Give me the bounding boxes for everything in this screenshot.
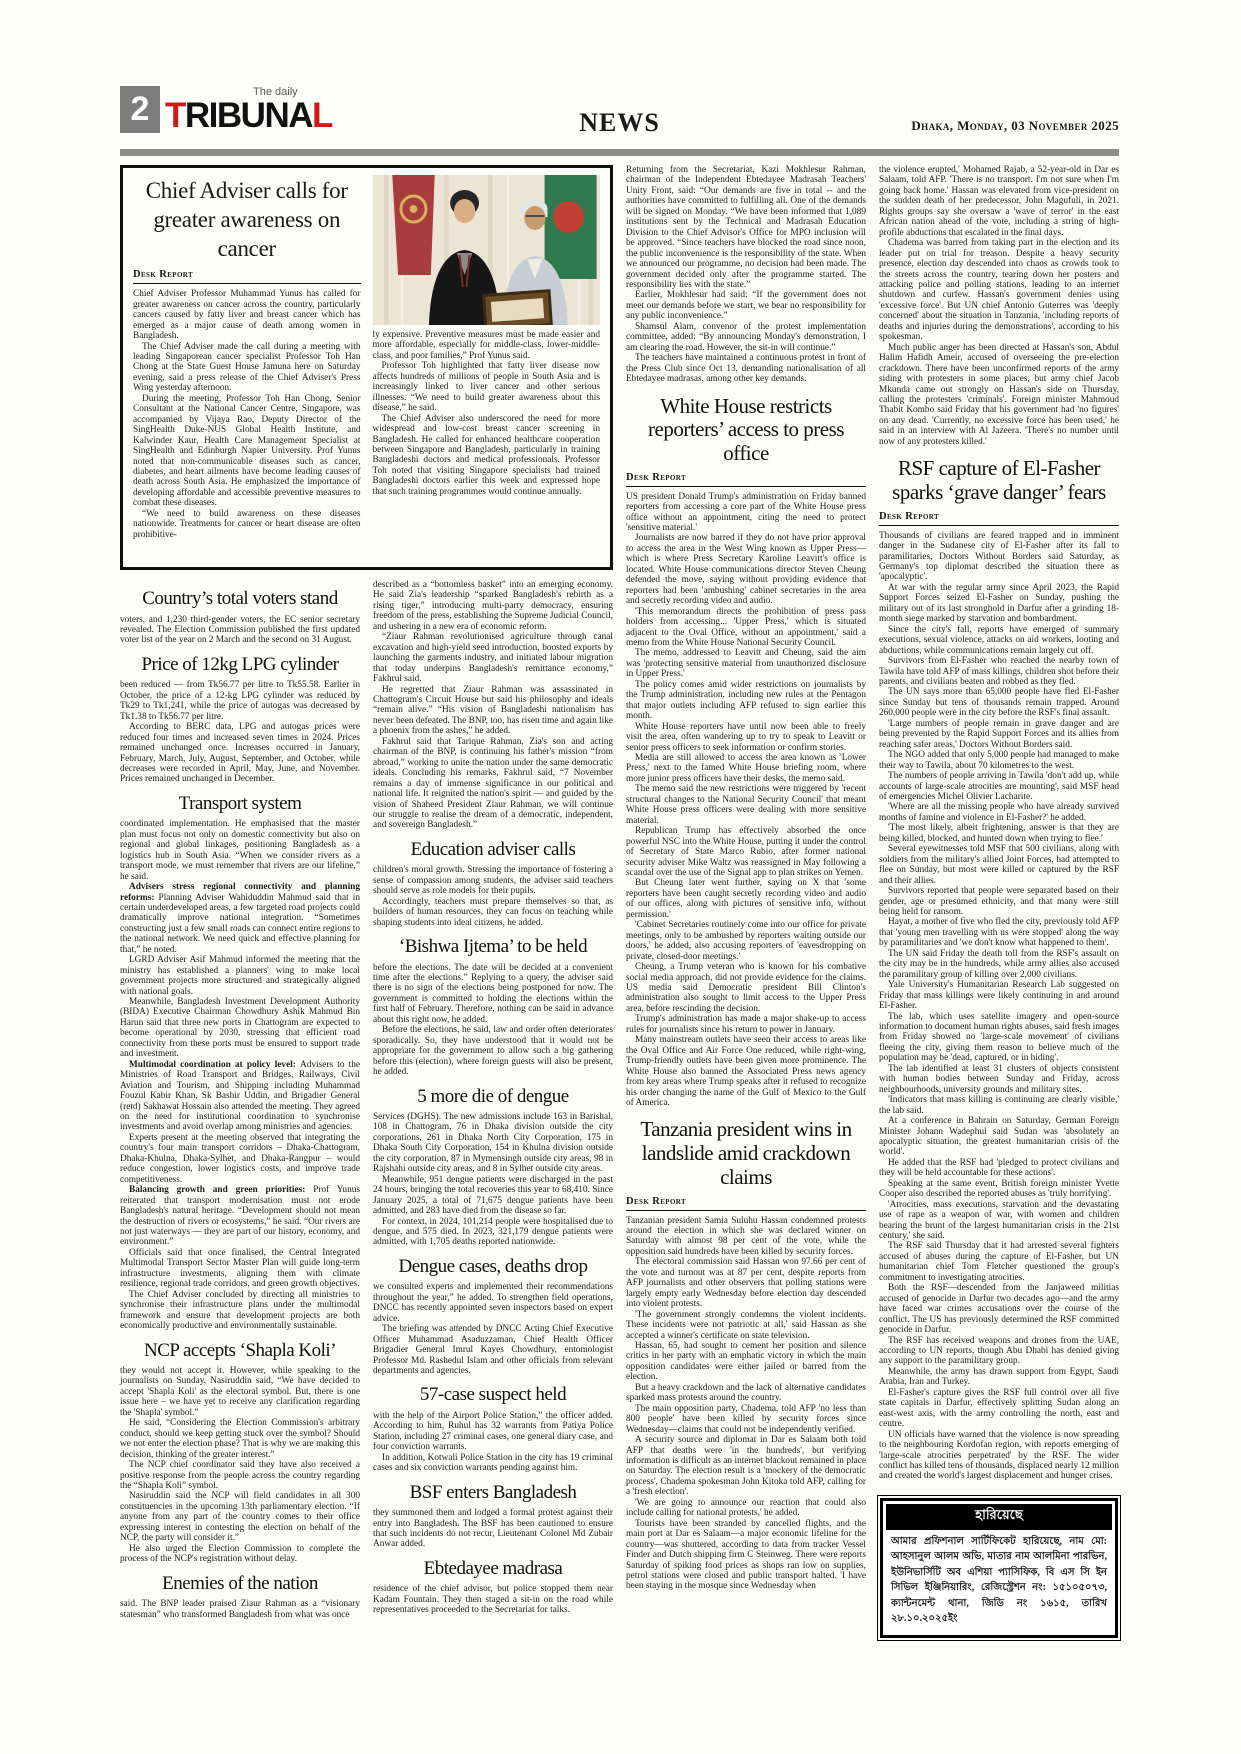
article-paragraph: Accordingly, teachers must prepare themselves so that, as builders of human resources, they can focus on teaching while shaping students into ideal citizens, he added. [373, 896, 613, 928]
article-headline: Enemies of the nation [162, 1572, 318, 1594]
article-paragraph: Many mainstream outlets have seen their access to areas like the Oval Office and Air Force One reduced, while right-wing, Trump-friendly outlets have been given more prominence. The White House also banned the Associated Press news agency from key areas where Trump speaks after it refused to recognize his order changing the name of the Gulf of Mexico to the Gulf of America. [626, 1035, 866, 1108]
article-byline: Desk Report [879, 511, 1119, 526]
article-paragraph: The lab, which uses satellite imagery and open-source information to document human rights abuses, said fresh images from Friday showed no 'large-scale movement' of civilians fleeing the city, giving them reason to believe much of the population may be 'dead, captured, or in hiding'. [879, 1011, 1119, 1064]
article-paragraph: Shamsul Alam, convenor of the protest implementation committee, added: “By announcing Monday's demonstration, I am clearing the road. However, the sit-in will continue.” [626, 321, 866, 353]
article-paragraph: El-Fasher's capture gives the RSF full control over all five state capitals in Darfur, effectively splitting Sudan along an east-west axis, with the army controlling the north, east and centre. [879, 1387, 1119, 1430]
article-paragraph: The lab identified at least 31 clusters of objects consistent with human bodies between Sunday and Friday, across neighbourhoods, university grounds and military sites. [879, 1063, 1119, 1095]
article [626, 1118, 866, 1591]
lead-headline: Chief Adviser calls for greater awareness on cancer [145, 178, 348, 261]
article-paragraph: Chief Adviser Professor Muhammad Yunus has called for greater awareness on cancer across the country, particularly cancers caused by fatty liver and breast cancer which has emerged as a major cause of death among women in Bangladesh. [133, 289, 361, 342]
article-paragraph: The briefing was attended by DNCC Acting Chief Executive Officer Muhammad Asaduzzaman, Chief Health Officer Brigadier General Imrul Kayes Chowdhury, entomologist Professor Md. Rashedul Islam and other officials from relevant departments and agencies. [373, 1324, 613, 1376]
article-headline: Tanzania president wins in landslide amid crackdown claims [640, 1117, 852, 1189]
article-paragraph: before the elections. The date will be decided at a convenient time after the elections.” Replying to a query, the adviser said there is no sign of the elections being postponed for now. The government is committed to holding the elections within the first half of February. Therefore, nothing can be said in advance about this right now, he added. [373, 962, 613, 1025]
article [120, 588, 360, 646]
article-paragraph: voters, and 1,230 third-gender voters, the EC senior secretary revealed. The Election Commission published the first updated voter list of the year on 2 March and the second on 31 August. [120, 614, 360, 646]
article-paragraph: Balancing growth and green priorities: Prof Yunus reiterated that transport modernisation must not erode Bangladesh's natural heritage. “Development should not mean the destruction of rivers or ecosystems,” he said. “Our rivers are not just waterways — they are part of our history, economy, and environment.” [120, 1185, 360, 1248]
article-paragraph: Earlier, Mokhlesur had said: “If the government does not meet our demands before we start, we bear no responsibility for any public inconvenience.” [626, 290, 866, 322]
article-headline: NCP accepts ‘Shapla Koli’ [143, 1339, 337, 1361]
article-paragraph: During the meeting, Professor Toh Han Chong, Senior Consultant at the National Cancer Centre, Singapore, was accompanied by Vijaya Rao, Deputy Director of the SingHealth Duke-NUS Global Health Institute, and Kalwinder Kaur, Health Care Management Specialist at SingHealth and Edinburgh Napier University. Prof Yunus noted that non-communicable diseases such as cancer, diabetes, and heart ailments have become leading causes of death across South Asia. He emphasized the importance of developing affordable and accessible preventive measures to combat these diseases. [133, 393, 361, 509]
article-paragraph: we consulted experts and implemented their recommendations throughout the year,” he added. To strengthen field operations, DNCC has recently appointed seven inspectors based on expert advice. [373, 1282, 613, 1324]
article-paragraph: the violence erupted,' Mohamed Rajab, a 52-year-old in Dar es Salaam, told AFP. 'There is no transport. I'm not sure when I'm going back home.' Hassan was elevated from vice-president on the sudden death of her predecessor, John Magufuli, in 2021. Rights groups say she oversaw a 'wave of terror' in the east African nation ahead of the vote, including a string of high-profile abductions that escalated in the final days. [879, 165, 1119, 238]
article-paragraph: Several eyewitnesses told MSF that 500 civilians, along with soldiers from the military's allied Joint Forces, had attempted to flee on Sunday, but most were killed or captured by the RSF and their allies. [879, 844, 1119, 886]
article-paragraph: US president Donald Trump's administration on Friday banned reporters from accessing a core part of the White House press office without an appointment, citing the need to protect 'sensitive material.' [626, 491, 866, 534]
article-paragraph: children's moral growth. Stressing the importance of fostering a sense of compassion among students, the adviser said teachers should serve as role models for their pupils. [373, 865, 613, 897]
article-paragraph: The policy comes amid wider restrictions on journalists by the Trump administration, including new rules at the Pentagon that major outlets including AFP refused to sign earlier this month. [626, 679, 866, 722]
article-paragraph: The UN says more than 65,000 people have fled El-Fasher since Sunday but tens of thousands remain trapped. Around 260,000 people were in the city before the RSF's final assault. [879, 687, 1119, 719]
article-paragraph: LGRD Adviser Asif Mahmud informed the meeting that the ministry has established a planners' wing to make local government projects more structured and strategically aligned with national goals. [120, 955, 360, 997]
article-headline: ‘Bishwa Ijtema’ to be held [398, 936, 588, 958]
article-paragraph: For context, in 2024, 101,214 people were hospitalised due to dengue, and 575 died. In 2023, 321,179 dengue patients were admitted, with 1,705 deaths reported nationwide. [373, 1216, 613, 1248]
article-paragraph: Cheung, a Trump veteran who is known for his combative social media approach, did not provide evidence for the claims. US media said Democratic president Bill Clinton's administration also sought to limit access to the Upper Press area, before rescinding the decision. [626, 962, 866, 1014]
article [373, 1482, 613, 1550]
masthead-wordmark: TRIBUNAL [165, 96, 332, 135]
framed-gift [483, 291, 551, 325]
article [120, 1340, 360, 1565]
page-number: 2 [120, 86, 160, 133]
article-paragraph: Nasiruddin said the NCP will field candidates in all 300 constituencies in the upcoming 13th parliamentary election. “If anyone from any part of the country comes to their office expressing interest in contesting the election on behalf of the NCP, the party will consider it.” [120, 1491, 360, 1544]
article-paragraph: The Chief Adviser made the call during a meeting with leading Singaporean cancer specialist Professor Toh Han Chong at the State Guest House Jamuna here on Saturday evening, said a press release of the Chief Adviser's Press Wing yesterday afternoon. [133, 341, 361, 394]
classified-ad [880, 1498, 1118, 1638]
article-paragraph: Fakhrul said that Tarique Rahman, Zia's son and acting chairman of the BNP, is continuing his father's mission “from abroad,” working to unite the nation under the same democratic ideals. Concluding his remarks, Fakhrul said, “7 November remains a day of immense significance in our political and national life. It reignited the nation's spirit — and guided by the vision of Shaheed President Ziaur Rahman, we will continue our struggle to realise the dream of a democratic, independent, and sovereign Bangladesh.” [373, 736, 613, 831]
classified-ad-text: আমার প্রফিশনাল সার্টিফিকেট হারিয়েছে, নাম মো: আহসানুল আলম অভি, মাতার নাম আলমিনা পারভিন, ইউনিভার্সিটি অব এশিয়া প্যাসিফিক, বি এস সি ইন সিভিল ইঞ্জিনিয়ারিং, রেজিস্ট্রেশন নং: ১৫১০৫০৭৩, ক্যান্টনমেন্ট থানা, জিডি নং ১৬১৫, তারিখ ২৮.১০.২০২৫ইং [891, 1535, 1107, 1625]
lead-article-right [373, 175, 601, 540]
article-paragraph: Meanwhile, 951 dengue patients were discharged in the past 24 hours, bringing the total recoveries this year to 68,410. Since January 2025, a total of 71,675 dengue patients have been admitted, and 283 have died from the disease so far. [373, 1174, 613, 1217]
article-paragraph: “We need to build awareness on these diseases nationwide. Treatments for cancer or heart disease are often prohibitive- [133, 508, 361, 540]
article [373, 1558, 613, 1616]
article [373, 839, 613, 928]
column-col4 [879, 165, 1119, 1638]
article [626, 395, 866, 1109]
article-headline: Dengue cases, deaths drop [398, 1255, 588, 1277]
article-paragraph: Journalists are now barred if they do not have prior approval to access the area in the West Wing known as Upper Press— which is where Press Secretary Karoline Leavitt's office is located. White House communications director Steven Cheung defended the move, saying without providing evidence that reporters had been 'ambushing' cabinet secretaries in the area and secretly recording video and audio. [626, 533, 866, 607]
article-paragraph: Chadema was barred from taking part in the election and its leader put on trial for treason. Despite a heavy security presence, election day descended into chaos as crowds took to the streets across the country, tearing down her posters and attacking police and polling stations, leading to an internet shutdown and curfew. Hassan's government denies using 'excessive force'. But UN chief Antonio Guterres was 'deeply concerned' about the situation in Tanzania, 'including reports of deaths and injuries during the demonstrations', according to his spokesman. [879, 238, 1119, 343]
article-paragraph: He added that the RSF had 'pledged to protect civilians and they will be held accountable for these actions'. [879, 1157, 1119, 1179]
article [373, 580, 613, 831]
article-paragraph: Returning from the Secretariat, Kazi Mokhlesur Rahman, chairman of the Independent Ebtedayee Madrasah Teachers' Unity Front, said: “Our demands are five in total -- and the authorities have committed to fulfilling all. One of the demands will be signed on Monday. “We have been informed that 1,089 institutions sent by the Technical and Madrasah Education Division to the Chief Advisor's Office for MPO inclusion will be approved. “Since teachers have blocked the road since noon, the public inconvenience is the responsibility of the state. When we announced our programme, no decision had been made. The government decided only after the programme started. The responsibility lies with the state.” [626, 165, 866, 290]
article-paragraph: Both the RSF—descended from the Janjaweed militias accused of genocide in Darfur two decades ago—and the army have faced war crimes accusations over the course of the conflict. The US has previously determined the RSF committed genocide in Darfur. [879, 1283, 1119, 1336]
column-col1 [120, 580, 360, 1638]
classified-ad-title: হারিয়েছে [886, 1504, 1112, 1530]
article-paragraph: The main opposition party, Chadema, told AFP 'no less than 800 people' have been killed by security forces since Wednesday—claims that could not be independently verified. [626, 1403, 866, 1435]
article-byline: Desk Report [626, 472, 866, 487]
article-headline: White House restricts reporters’ access to press office [648, 393, 844, 465]
article-paragraph: Tourists have been stranded by cancelled flights, and the main port at Dar es Salaam—a major economic lifeline for the country—was shuttered, according to data from tracker Vessel Finder and Dutch shipping firm C Steinweg. There were reports Saturday of spiking food prices as shops ran low on supplies, petrol stations were closed and public transport halted. 'I have been staying in the mosque since Wednesday when [626, 1518, 866, 1592]
article-paragraph: The RSF has received weapons and drones from the UAE, according to UN reports, though Abu Dhabi has denied giving any support to the paramilitary group. [879, 1335, 1119, 1367]
article [879, 457, 1119, 1482]
article-byline: Desk Report [626, 1196, 866, 1211]
article-paragraph: Services (DGHS). The new admissions include 163 in Barishal, 108 in Chattogram, 76 in Dhaka division outside the city corporations, 261 in Dhaka North City Corporation, 175 in Dhaka South City Corporation, 154 in Khulna division outside the city corporation, 87 in Mymensingh outside city areas, 98 in Rajshahi outside city areas, and 8 in Sylhet outside city areas. [373, 1112, 613, 1175]
article [373, 936, 613, 1077]
article-paragraph: 'This memorandum directs the prohibition of press pass holders from accessing... 'Upper Press,' which is situated adjacent to the Oval Office, without an appointment,' said a memo from the White House National Security Council. [626, 606, 866, 649]
lead-article-left [133, 175, 361, 540]
article-headline: RSF capture of El-Fasher sparks ‘grave danger’ fears [892, 456, 1106, 504]
article-paragraph: The RSF said Thursday that it had arrested several fighters accused of abuses during the capture of El-Fasher, but UN humanitarian chief Tom Fletcher questioned the group's commitment to investigating atrocities. [879, 1241, 1119, 1283]
article-paragraph: Meanwhile, the army has drawn support from Egypt, Saudi Arabia, Iran and Turkey. [879, 1366, 1119, 1388]
page-content [120, 165, 1119, 1638]
article-paragraph: coordinated implementation. He emphasised that the master plan must focus not only on domestic connectivity but also on regional and global linkages, positioning Bangladesh as a logistics hub in South Asia. “When we consider rivers as a transport mode, we must remember that rivers are our lifeline,” he said. [120, 819, 360, 882]
column-col2 [373, 580, 613, 1638]
article [120, 793, 360, 1332]
article-paragraph: The Chief Adviser also underscored the need for more widespread and low-cost breast cancer screening in Bangladesh. He called for enhanced healthcare cooperation between Singapore and Bangladesh, particularly in training Bangladeshi doctors and medical professionals. Professor Toh noted that visiting Singapore specialists had trained Bangladeshi doctors earlier this week and expressed hope that such training programmes would continue annually. [372, 413, 600, 497]
article-paragraph: Media are still allowed to access the area known as 'Lower Press,' next to the famed White House briefing room, where more junior press officers have their desks, the memo said. [626, 753, 866, 784]
article-paragraph: But a heavy crackdown and the lack of alternative candidates sparked mass protests around the country. [626, 1382, 866, 1404]
article-paragraph: 'Where are all the missing people who have already survived months of famine and violence in El-Fasher?' he added. [879, 802, 1119, 823]
article-paragraph: “Ziaur Rahman revolutionised agriculture through canal excavation and high-yield seed introduction, boosted exports by launching the garments industry, and initiated labour migration that today underpins Bangladesh's remittance economy,” Fakhrul said. [373, 632, 613, 685]
article-paragraph: Republican Trump has effectively absorbed the once powerful NSC into the White House, putting it under the control of Secretary of State Marco Rubio, after former national security adviser Mike Waltz was reassigned in May following a scandal over the use of the Signal app to plan strikes on Yemen. [626, 826, 866, 878]
article-headline: Ebtedayee madrasa [423, 1557, 563, 1579]
article-paragraph: Officials said that once finalised, the Central Integrated Multimodal Transport Sector Master Plan will guide long-term infrastructure investments, aligning them with climate resilience, regional trade corridors, and green growth objectives. [120, 1247, 360, 1290]
article-paragraph: In addition, Kotwali Police Station in the city has 19 criminal cases and six conviction warrants pending against him. [373, 1452, 613, 1474]
header-divider [120, 149, 1119, 156]
article-paragraph: residence of the chief advisor, but police stopped them near Kadam Fountain. They then staged a sit-in on the road while representatives proceeded to the Secretariat for talks. [373, 1584, 613, 1616]
article-paragraph: UN officials have warned that the violence is now spreading to the neighbouring Kordofan region, with reports emerging of 'large-scale atrocities perpetrated' by the RSF. The wider conflict has killed tens of thousands, displaced nearly 12 million and created the world's largest displacement and hunger crises. [879, 1429, 1119, 1482]
article-paragraph: 'The most likely, albeit frightening, answer is that they are being killed, blocked, and hunted down when trying to flee.' [879, 823, 1119, 844]
article-paragraph: 'Indicators that mass killing is continuing are clearly visible,' the lab said. [879, 1095, 1119, 1116]
article-headline: Price of 12kg LPG cylinder [141, 653, 339, 675]
article-paragraph: He regretted that Ziaur Rahman was assassinated in Chattogram's Circuit House but said his philosophy and ideals “remain alive.” “His vision of Bangladeshi nationalism has never been defeated. The BNP, too, has risen time and again like a phoenix from the ashes,” he added. [373, 684, 613, 737]
article-paragraph: they would not accept it. However, while speaking to the journalists on Sunday, Nasiruddin said, “We have decided to accept 'Shapla Koli' as the electoral symbol. But, there is one issue here – we have yet to receive any clarification regarding the 'Shapla' symbol.” [120, 1366, 360, 1418]
article-paragraph: White House reporters have until now been able to freely visit the area, often wandering up to try to speak to Leavitt or senior press officers to seek information or confirm stories. [626, 721, 866, 753]
article-paragraph: The NGO added that only 5,000 people had managed to make their way to Tawila, about 70 kilometres to the west. [879, 750, 1119, 771]
article-paragraph: Hassan, 65, had sought to cement her position and silence critics in her party with an emphatic victory in which the main opposition candidates were either jailed or barred from the election. [626, 1341, 866, 1383]
article [373, 1384, 613, 1473]
lead-byline: Desk Report [133, 269, 361, 284]
article-paragraph: Since the city's fall, reports have emerged of summary executions, sexual violence, attacks on aid workers, looting and abductions, while communications remain largely cut off. [879, 624, 1119, 656]
masthead-logo [165, 87, 332, 133]
article [626, 165, 866, 385]
article-paragraph: Speaking at the same event, British foreign minister Yvette Cooper also described the reported abuses as 'truly horrifying'. [879, 1178, 1119, 1200]
column-col3 [626, 165, 866, 1638]
article-paragraph: with the help of the Airport Police Station,” the officer added. According to him, Ruhul has 32 warrants from Patiya Police Station, including 27 criminal cases, one general diary case, and four conviction warrants. [373, 1410, 613, 1453]
article-paragraph: 'Atrocities, mass executions, starvation and the devastating use of rape as a weapon of war, with women and children bearing the brunt of the largest humanitarian crisis in the 21st century,' she said. [879, 1199, 1119, 1242]
article-paragraph: Much public anger has been directed at Hassan's son, Abdul Halim Hafidh Ameir, accused of overseeing the pre-election crackdown. There have been unconfirmed reports of the army siding with protesters in some places, but army chief Jacob Mkunda came out strongly on Hassan's side on Thursday, calling the protesters 'criminals'. Foreign minister Mahmoud Thabit Kombo said Friday that his government had 'no figures' on any dead. 'Currently, no excessive force has been used,' he said in an interview with Al Jazeera. 'There's no number until now of any protesters killed.' [879, 342, 1119, 447]
article-headline: BSF enters Bangladesh [409, 1481, 577, 1503]
article-paragraph: The teachers have maintained a continuous protest in front of the Press Club since Oct 13, demanding nationalisation of all Ebtedayee madrasas, among other key demands. [626, 353, 866, 385]
article-headline: Country’s total voters stand [142, 588, 338, 610]
lead-photo [373, 175, 601, 325]
section-title: NEWS [579, 108, 660, 137]
article-paragraph: Experts present at the meeting observed that integrating the country's four main transport corridors – Dhaka-Chattogram, Dhaka-Khulna, Dhaka-Sylhet, and Dhaka-Rangpur – would reduce congestion, lower logistics costs, and improve trade competitiveness. [120, 1132, 360, 1185]
article-paragraph: The memo said the new restrictions were triggered by 'recent structural changes to the National Security Council' that meant White House press officers were dealing with more sensitive material. [626, 784, 866, 826]
article-paragraph: Professor Toh highlighted that fatty liver disease now affects hundreds of millions of people in South Asia and is increasingly linked to liver cancer and other serious illnesses. “We need to build greater awareness about this disease,” he said. [372, 361, 600, 414]
page-header [120, 86, 1119, 144]
singapore-flag [392, 175, 434, 275]
article-paragraph: Hayat, a mother of five who fled the city, previously told AFP that 'young men travelling with us were stopped' along the way by paramilitaries and 'we don't know what happened to them'. [879, 917, 1119, 949]
article-paragraph: Yale University's Humanitarian Research Lab suggested on Friday that mass killings were likely continuing in and around El-Fasher. [879, 980, 1119, 1012]
article-paragraph: Multimodal coordination at policy level: Advisers to the Ministries of Road Transport and Bridges, Railways, Civil Aviation and Tourism, and Shipping including Muhammad Fouzul Kabir Khan, Sk Bashir Uddin, and Brigadier General (retd) Sakhawat Hossain also attended the meeting. They agreed on the need for institutional coordination to synchronise investments and avoid overlap among ministries and agencies. [120, 1059, 360, 1133]
article-paragraph: He said, “Considering the Election Commission's arbitrary conduct, should we keep getting stuck over the symbol? Should we not enter the election phase? That is why we are making this decision, thinking of the greater interest.” [120, 1418, 360, 1460]
article-headline: Transport system [178, 792, 302, 814]
article-paragraph: Before the elections, he said, law and order often deteriorates sporadically. So, they have understood that it would not be appropriate for the government to allow such a big gathering before this (election), where foreign guests will also be present, he added. [373, 1025, 613, 1078]
article-paragraph: Survivors from El-Fasher who reached the nearby town of Tawila have told AFP of mass killings, children shot before their parents, and civilians beaten and robbed as they fled. [879, 656, 1119, 688]
lead-article [120, 165, 613, 570]
article-headline: Education adviser calls [410, 838, 576, 860]
article-headline: 5 more die of dengue [417, 1085, 569, 1107]
article [879, 165, 1119, 447]
article-paragraph: At a conference in Bahrain on Saturday, German Foreign Minister Johann Wadephul said Sudan was 'absolutely an apocalyptic situation, the greatest humanitarian crisis of the world'. [879, 1116, 1119, 1158]
article-paragraph: Thousands of civilians are feared trapped and in imminent danger in the Sudanese city of El-Fasher after its fall to paramilitaries, Doctors Without Borders said Saturday, as Germany's top diplomat described the situation there as 'apocalyptic'. [879, 530, 1119, 583]
article-paragraph: they summoned them and lodged a formal protest against their entry into Bangladesh. The BSF has been cautioned to ensure that such incidents do not recur, Lieutenant Colonel Md Zubair Anwar added. [373, 1508, 613, 1550]
article-paragraph: Tanzanian president Samia Suluhu Hassan condemned protests around the election in which she was declared winner on Saturday with almost 98 per cent of the vote, while the opposition said hundreds have been killed by security forces. [626, 1215, 866, 1257]
article-paragraph: The Chief Adviser concluded by directing all ministries to synchronise their infrastructure plans under the multimodal framework and ensure that development projects are both economically productive and environmentally sustainable. [120, 1289, 360, 1332]
article-paragraph: The UN said Friday the death toll from the RSF's assault on the city may be in the hundreds, while army allies also accused the paramilitary group of killing over 2,000 civilians. [879, 948, 1119, 980]
article [120, 1573, 360, 1620]
article-paragraph: The NCP chief coordinator said they have also received a positive response from the people across the country regarding the “Shapla Koli” symbol. [120, 1460, 360, 1491]
article-paragraph: The numbers of people arriving in Tawila 'don't add up, while accounts of large-scale atrocities are mounting', said MSF head of emergencies Michel Olivier Lacharite. [879, 771, 1119, 802]
article-paragraph: Advisers stress regional connectivity and planning reforms: Planning Adviser Wahiduddin Mahmud said that in certain underdeveloped areas, a few targeted road projects could dramatically improve national integration. “Sometimes constructing just a few small roads can connect entire regions to the national network. We need quick and effective planning for that,” he noted. [120, 882, 361, 955]
article-paragraph: A security source and diplomat in Dar es Salaam both told AFP that deaths were 'in the hundreds', but verifying information is difficult as an internet blackout remained in place on Saturday. The election result is a 'mockery of the democratic process', Chadema spokesman John Kitoka told AFP, calling for a 'fresh election'. [626, 1435, 866, 1498]
article-paragraph: At war with the regular army since April 2023, the Rapid Support Forces seized El-Fasher on Sunday, pushing the military out of its last stronghold in Darfur after a grinding 18-month siege marked by starvation and bombardment. [879, 582, 1119, 625]
lead-text-right [373, 330, 601, 497]
article [373, 1086, 613, 1248]
article-paragraph: The electoral commission said Hassan won 97.66 per cent of the vote and turnout was at 87 per cent, despite reports from AFP journalists and other observers that polling stations were largely empty early Wednesday before election day descended into violent protests. [626, 1257, 866, 1310]
article [120, 654, 360, 785]
article-paragraph: Meanwhile, Bangladesh Investment Development Authority (BIDA) Executive Chairman Chowdhury Ashik Mahmud Bin Harun said that three new ports in Chattogram are expected to become operational by 2030, stressing that efficient road connectivity from these ports must be ensured to support trade and investment. [120, 997, 360, 1060]
article-paragraph: 'Cabinet Secretaries routinely come into our office for private meetings, only to be ambushed by reporters waiting outside our doors,' he added, also accusing reporters of 'eavesdropping on private, closed-door meetings.' [626, 920, 866, 962]
lead-text-left [133, 289, 361, 540]
article-paragraph: 'Large numbers of people remain in grave danger and are being prevented by the Rapid Support Forces and its allies from reaching safer areas,' Doctors Without Borders said. [879, 718, 1119, 750]
article-paragraph: But Cheung later went further, saying on X that 'some reporters have been caught secretly recording video and audio of our offices, along with pictures of sensitive info, without permission.' [626, 878, 866, 920]
edition-date: Dhaka, Monday, 03 November 2025 [911, 118, 1119, 133]
article [373, 1256, 613, 1377]
article-paragraph: He also urged the Election Commission to complete the process of the NCP's registration without delay. [120, 1543, 360, 1565]
masthead-tagline: The daily [253, 86, 298, 98]
article-paragraph: ly expensive. Preventive measures must be made easier and more affordable, especially for middle-class, lower-middle-class, and poor families,” Prof Yunus said. [372, 330, 600, 361]
article-paragraph: described as a “bottomless basket” into an emerging economy. He said Zia's leadership “sparked Bangladesh's rebirth as a rising tiger,” introducing multi-party democracy, ensuring freedom of the press, establishing the Supreme Judicial Council, and ushering in a new era of economic reform. [373, 580, 613, 632]
article-paragraph: Survivors reported that people were separated based on their gender, age or presumed ethnicity, and that many were still being held for ransom. [879, 886, 1119, 917]
article-paragraph: 'We are going to announce our reaction that could also include calling for national protests,' he added. [626, 1497, 866, 1519]
article-paragraph: Trump's administration has made a major shake-up to access rules for journalists since his return to power in January. [626, 1014, 866, 1035]
article-paragraph: The memo, addressed to Leavitt and Cheung, said the aim was 'protecting sensitive material from unauthorized disclosure in Upper Press.' [626, 648, 866, 680]
article-paragraph: been reduced — from Tk56.77 per litre to Tk55.58. Earlier in October, the price of a 12-kg LPG cylinder was reduced by Tk29 to Tk1,241, while the price of autogas was decreased by Tk1.38 to Tk56.77 per litre. [120, 680, 360, 722]
article-paragraph: According to BERC data, LPG and autogas prices were reduced four times and increased seven times in 2024. Prices remained unchanged once. Increases occurred in January, February, March, July, August, September, and October, while decreases were recorded in April, May, June, and November. Prices remained unchanged in December. [120, 722, 360, 785]
article-paragraph: 'The government strongly condemns the violent incidents. These incidents were not patriotic at all,' said Hassan as she accepted a winner's certificate on state television. [626, 1309, 866, 1341]
article-headline: 57-case suspect held [419, 1384, 567, 1406]
article-paragraph: said. The BNP leader praised Ziaur Rahman as a “visionary statesman” who transformed Bangladesh from what was once [120, 1599, 360, 1620]
